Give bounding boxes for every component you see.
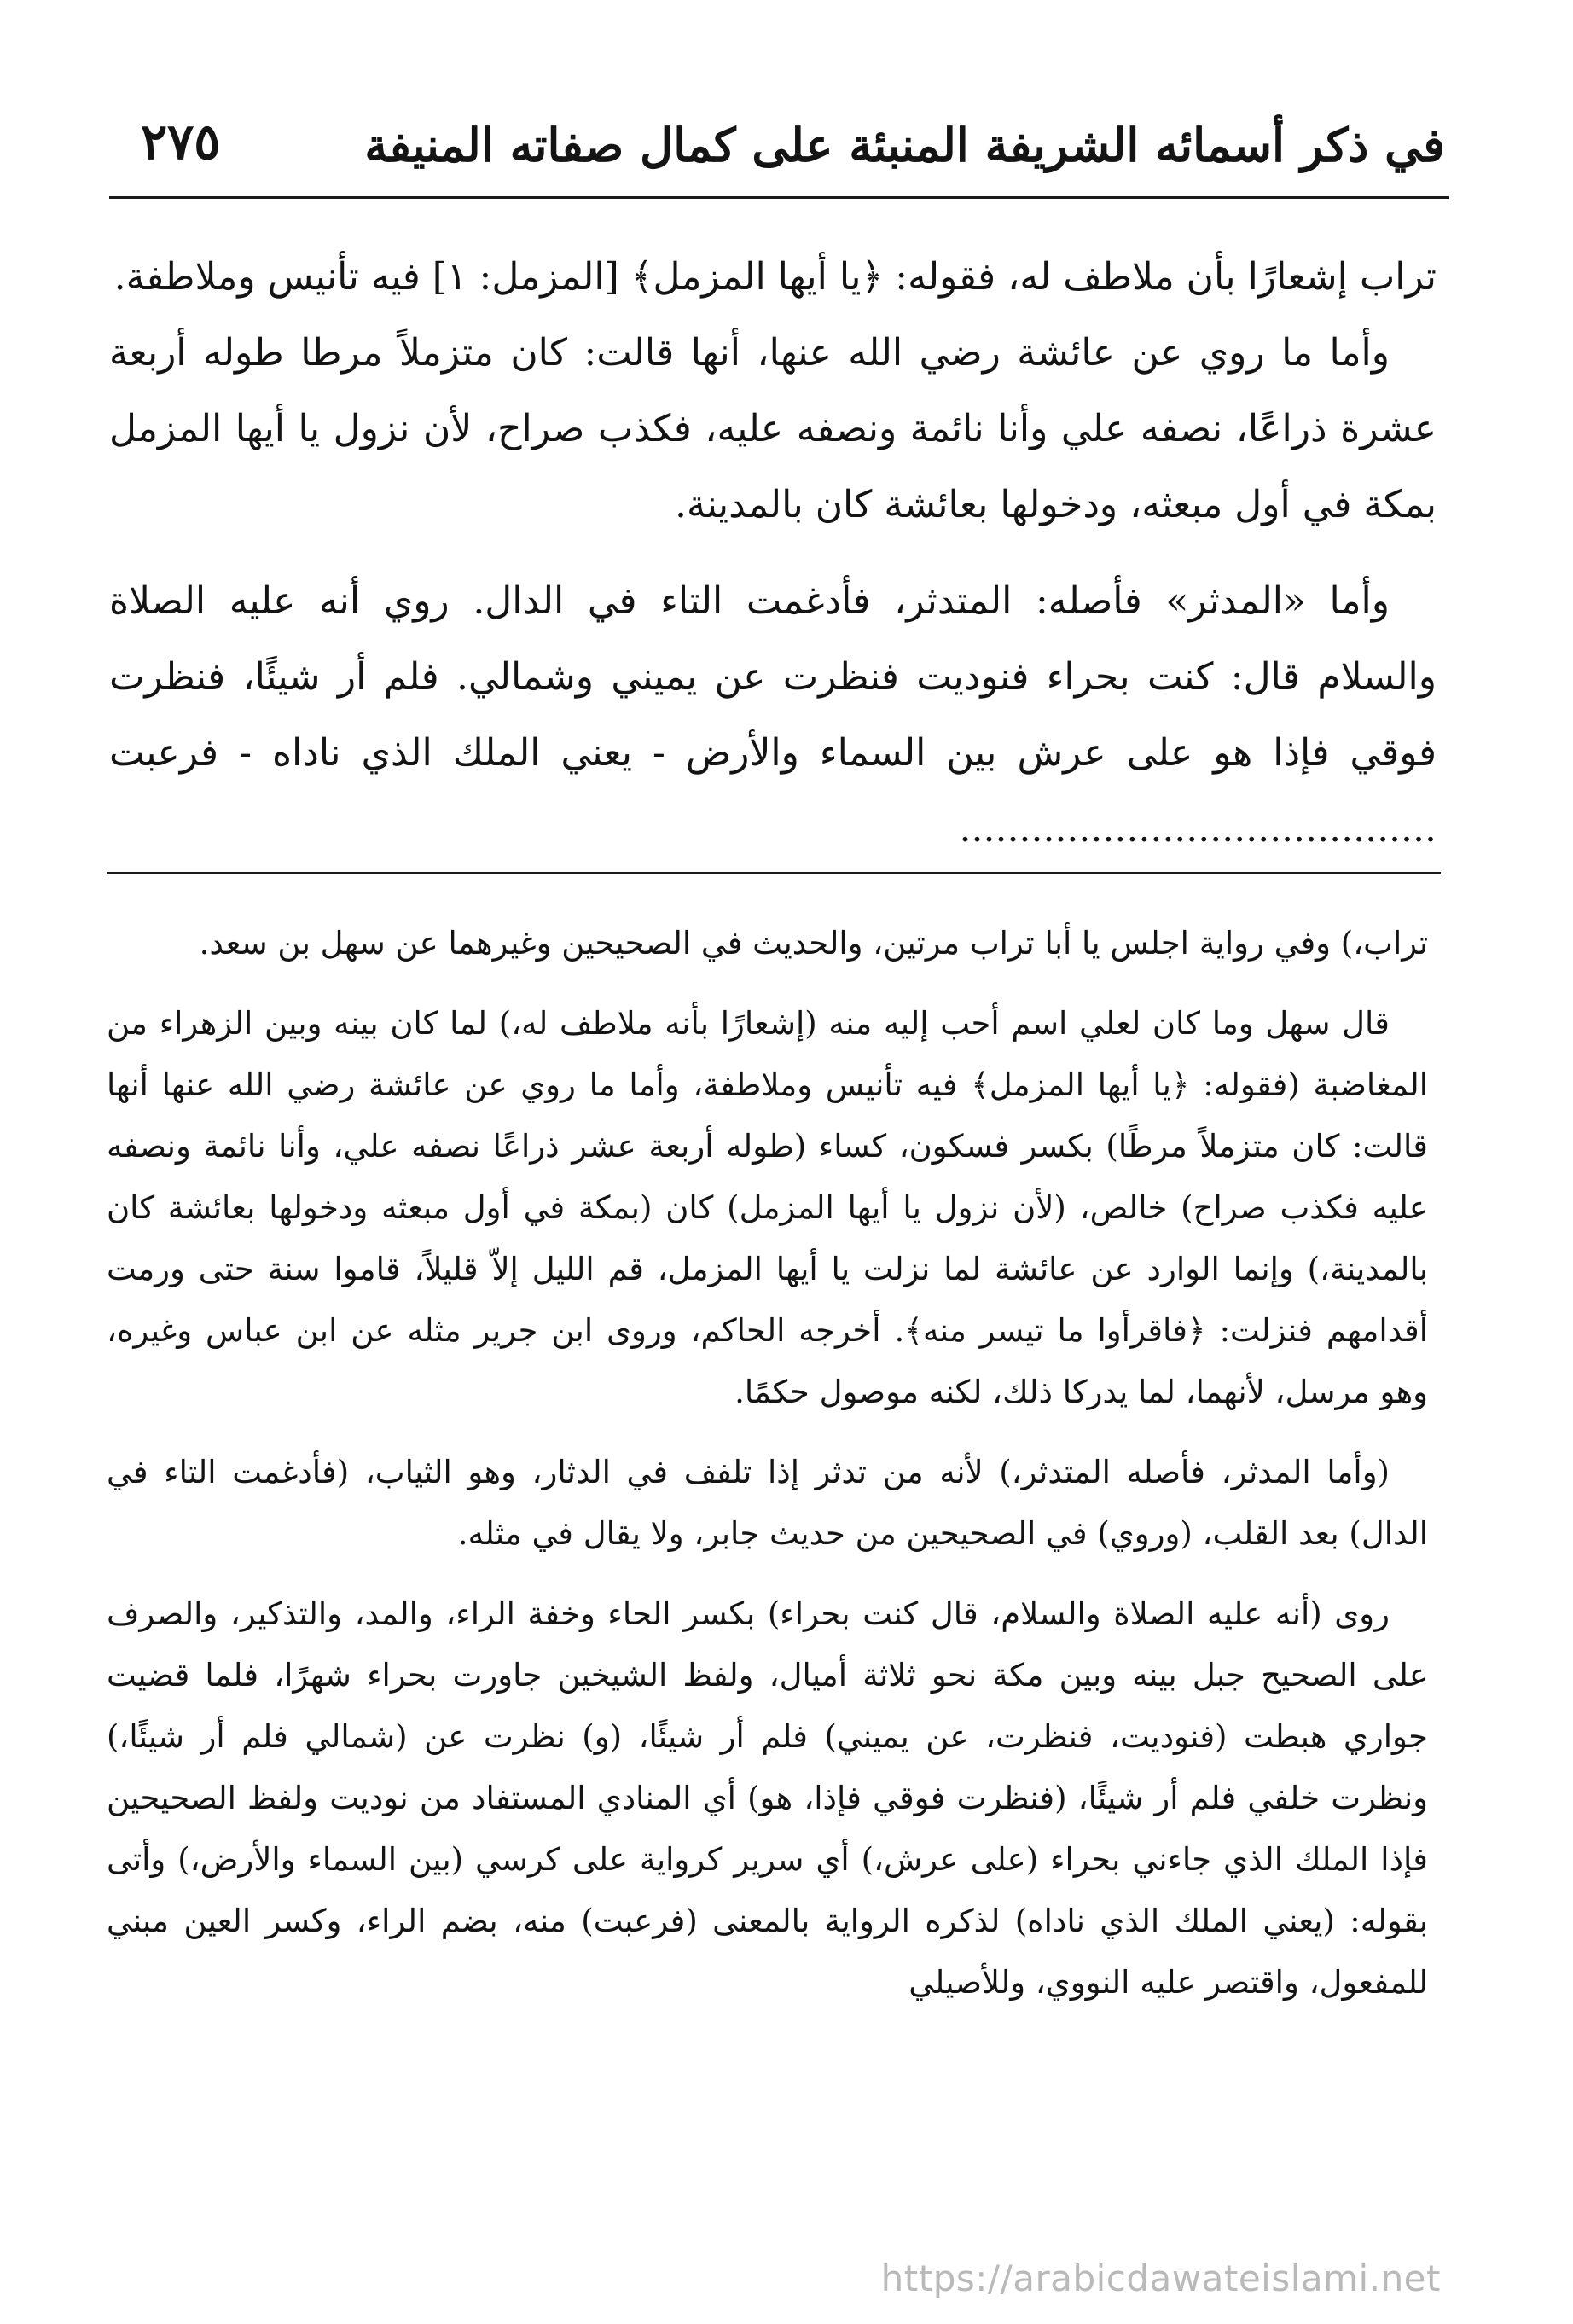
main-paragraph: تراب إشعارًا بأن ملاطف له، فقوله: ﴿يا أيها المزمل﴾ [المزمل: ١] فيه تأنيس وملاطفة. [113, 255, 1437, 299]
paragraph-gap [109, 543, 1437, 563]
chapter-title: في ذكر أسمائه الشريفة المنبئة على كمال صفاته المنيفة [364, 118, 1445, 172]
commentary-divider [107, 872, 1441, 874]
header-divider [109, 196, 1449, 199]
commentary-paragraph: قال سهل وما كان لعلي اسم أحب إليه منه (إشعارًا بأنه ملاطف له،) لما كان بينه وبين الزهراء من المغاضبة (فقوله: ﴿يا أيها المزمل﴾ فيه تأنيس وملاطفة، وأما ما روي عن عائشة رضي الله عنها أنها قالت: كان متزملاً مرطًا) بكسر فسكون، كساء (طوله أربعة عشر ذراعًا نصفه علي، وأنا نائمة ونصفه عليه فكذب صراح) خالص، (لأن نزول يا أيها المزمل) كان (بمكة في أول مبعثه ودخولها بعائشة كان بالمدينة،) وإنما الوارد عن عائشة لما نزلت يا أيها المزمل، قم الليل إلاّ قليلاً، قاموا سنة حتى ورمت أقدامهم فنزلت: ﴿فاقرأوا ما تيسر منه﴾. أخرجه الحاكم، وروى ابن جرير مثله عن ابن عباس وغيره، وهو مرسل، لأنهما، لما يدركا ذلك، لكنه موصول حكمًا. [107, 1005, 1428, 1410]
main-paragraph: وأما ما روي عن عائشة رضي الله عنها، أنها قالت: كان متزملاً مرطا طوله أربعة عشرة ذراعًا، نصفه علي وأنا نائمة ونصفه عليه، فكذب صراح، لأن نزول يا أيها المزمل بمكة في أول مبعثه، ودخولها بعائشة كان بالمدينة. [109, 331, 1437, 526]
watermark-url: https://arabicdawateislami.net [880, 2257, 1441, 2299]
commentary-paragraph: (وأما المدثر، فأصله المتدثر،) لأنه من تدثر إذا تلفف في الدثار، وهو الثياب، (فأدغمت التاء في الدال) بعد القلب، (وروي) في الصحيحين من حديث جابر، ولا يقال في مثله. [107, 1454, 1428, 1552]
running-header [107, 102, 1445, 183]
main-text [109, 239, 1437, 867]
main-paragraph: وأما «المدثر» فأصله: المتدثر، فأدغمت التاء في الدال. روي أنه عليه الصلاة والسلام قال: كنت بحراء فنوديت فنظرت عن يميني وشمالي. فلم أر شيئًا، فنظرت فوقي فإذا هو على عرش بين السماء والأرض - يعني الملك الذي ناداه - فرعبت ........................................ [109, 579, 1437, 851]
page-number: ٢٧٥ [141, 113, 221, 171]
commentary-paragraph: روى (أنه عليه الصلاة والسلام، قال كنت بحراء) بكسر الحاء وخفة الراء، والمد، والتذكير، والصرف على الصحيح جبل بينه وبين مكة نحو ثلاثة أميال، ولفظ الشيخين جاورت بحراء شهرًا، فلما قضيت جواري هبطت (فنوديت، فنظرت، عن يميني) فلم أر شيئًا، (و) نظرت عن (شمالي فلم أر شيئًا،) ونظرت خلفي فلم أر شيئًا، (فنظرت فوقي فإذا، هو) أي المنادي المستفاد من نوديت ولفظ الصحيحين فإذا الملك الذي جاءني بحراء (على عرش،) أي سرير كرواية على كرسي (بين السماء والأرض،) وأتى بقوله: (يعني الملك الذي ناداه) لذكره الرواية بالمعنى (فرعبت) منه، بضم الراء، وكسر العين مبني للمفعول، واقتصر عليه النووي، وللأصيلي [107, 1595, 1428, 2001]
commentary-text [107, 913, 1428, 2032]
commentary-paragraph: تراب،) وفي رواية اجلس يا أبا تراب مرتين، والحديث في الصحيحين وغيرهما عن سهل بن سعد. [199, 925, 1428, 962]
